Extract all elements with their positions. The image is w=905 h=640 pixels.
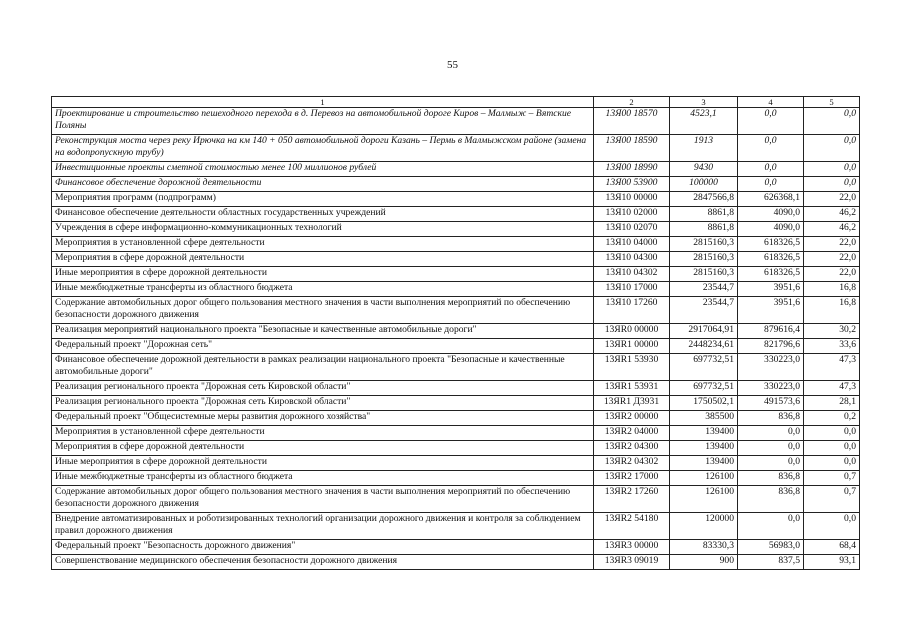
row-value-actual: 618326,5: [738, 237, 804, 252]
table-row: [52, 135, 860, 162]
row-value-plan: 2815160,3: [670, 267, 738, 282]
row-value-percent: 22,0: [804, 267, 860, 282]
row-name: Внедрение автоматизированных и роботизированных технологий организации дорожного движения и контроля за соблюдением правил дорожного движения: [52, 513, 594, 540]
table-row: [52, 207, 860, 222]
row-name: Иные межбюджетные трансферты из областного бюджета: [52, 282, 594, 297]
table-row: [52, 252, 860, 267]
row-value-percent: 22,0: [804, 192, 860, 207]
row-value-percent: 33,6: [804, 339, 860, 354]
row-value-percent: 22,0: [804, 237, 860, 252]
table-row: [52, 297, 860, 324]
row-name: Финансовое обеспечение дорожной деятельности в рамках реализации национального проекта "Безопасные и качественные автомобильные дороги": [52, 354, 594, 381]
row-name: Реализация регионального проекта "Дорожная сеть Кировской области": [52, 381, 594, 396]
row-value-actual: 3951,6: [738, 282, 804, 297]
row-value-actual: 836,8: [738, 486, 804, 513]
row-name: Мероприятия в сфере дорожной деятельности: [52, 252, 594, 267]
row-name: Содержание автомобильных дорог общего пользования местного значения в части выполнения мероприятий по обеспечению безопасности дорожного движения: [52, 486, 594, 513]
table-row: [52, 411, 860, 426]
table-row: [52, 381, 860, 396]
row-value-percent: 0,0: [804, 162, 860, 177]
column-number: 1: [52, 97, 594, 108]
row-value-plan: 2815160,3: [670, 237, 738, 252]
row-value-plan: 1750502,1: [670, 396, 738, 411]
row-code: 13Я00 18990: [594, 162, 670, 177]
row-value-percent: 68,4: [804, 540, 860, 555]
table-row: [52, 354, 860, 381]
row-value-percent: 22,0: [804, 252, 860, 267]
row-value-plan: 23544,7: [670, 297, 738, 324]
row-name: Финансовое обеспечение деятельности областных государственных учреждений: [52, 207, 594, 222]
table-row: [52, 486, 860, 513]
row-value-percent: 28,1: [804, 396, 860, 411]
row-value-actual: 0,0: [738, 426, 804, 441]
row-value-actual: 491573,6: [738, 396, 804, 411]
page-number: 55: [447, 59, 458, 71]
table-row: [52, 177, 860, 192]
row-code: 13Я00 53900: [594, 177, 670, 192]
row-name: Мероприятия в сфере дорожной деятельности: [52, 441, 594, 456]
row-code: 13Я10 00000: [594, 192, 670, 207]
row-value-percent: 46,2: [804, 222, 860, 237]
column-number: 5: [804, 97, 860, 108]
row-value-actual: 0,0: [738, 135, 804, 162]
row-code: 13Я10 17260: [594, 297, 670, 324]
row-value-percent: 93,1: [804, 555, 860, 570]
row-value-percent: 0,7: [804, 471, 860, 486]
row-value-actual: 330223,0: [738, 381, 804, 396]
row-value-actual: 3951,6: [738, 297, 804, 324]
row-value-plan: 2448234,61: [670, 339, 738, 354]
row-value-percent: 16,8: [804, 282, 860, 297]
row-value-actual: 0,0: [738, 108, 804, 135]
row-name: Мероприятия в установленной сфере деятельности: [52, 237, 594, 252]
row-value-plan: 9430: [670, 162, 738, 177]
row-code: 13ЯR2 04000: [594, 426, 670, 441]
row-value-percent: 16,8: [804, 297, 860, 324]
table-row: [52, 456, 860, 471]
row-value-plan: 697732,51: [670, 354, 738, 381]
row-value-actual: 836,8: [738, 411, 804, 426]
table-row: [52, 513, 860, 540]
row-value-plan: 139400: [670, 441, 738, 456]
row-value-plan: 120000: [670, 513, 738, 540]
row-code: 13Я10 02000: [594, 207, 670, 222]
row-value-plan: 139400: [670, 456, 738, 471]
row-name: Федеральный проект "Дорожная сеть": [52, 339, 594, 354]
row-value-plan: 100000: [670, 177, 738, 192]
row-value-actual: 836,8: [738, 471, 804, 486]
row-value-actual: 618326,5: [738, 252, 804, 267]
row-value-plan: 385500: [670, 411, 738, 426]
row-code: 13ЯR2 04300: [594, 441, 670, 456]
row-value-plan: 83330,3: [670, 540, 738, 555]
row-code: 13ЯR1 53931: [594, 381, 670, 396]
row-name: Реализация регионального проекта "Дорожная сеть Кировской области": [52, 396, 594, 411]
row-code: 13ЯR2 17260: [594, 486, 670, 513]
column-number: 2: [594, 97, 670, 108]
row-value-plan: 900: [670, 555, 738, 570]
row-value-actual: 821796,6: [738, 339, 804, 354]
row-code: 13ЯR2 04302: [594, 456, 670, 471]
row-value-plan: 126100: [670, 486, 738, 513]
row-value-percent: 0,0: [804, 456, 860, 471]
row-code: 13Я00 18570: [594, 108, 670, 135]
row-name: Проектирование и строительство пешеходного перехода в д. Перевоз на автомобильной дороге Киров – Малмыж – Вятские Поляны: [52, 108, 594, 135]
row-value-actual: 879616,4: [738, 324, 804, 339]
row-name: Учреждения в сфере информационно-коммуникационных технологий: [52, 222, 594, 237]
row-value-percent: 0,0: [804, 135, 860, 162]
row-code: 13ЯR3 00000: [594, 540, 670, 555]
row-value-actual: 0,0: [738, 513, 804, 540]
row-name: Финансовое обеспечение дорожной деятельности: [52, 177, 594, 192]
row-code: 13ЯR2 17000: [594, 471, 670, 486]
row-value-plan: 2815160,3: [670, 252, 738, 267]
budget-table: [51, 96, 860, 570]
table-row: [52, 282, 860, 297]
row-value-percent: 46,2: [804, 207, 860, 222]
row-name: Иные мероприятия в сфере дорожной деятельности: [52, 456, 594, 471]
table-row: [52, 324, 860, 339]
row-code: 13Я10 17000: [594, 282, 670, 297]
table-row: [52, 339, 860, 354]
row-name: Иные мероприятия в сфере дорожной деятельности: [52, 267, 594, 282]
table-row: [52, 237, 860, 252]
row-code: 13Я10 04000: [594, 237, 670, 252]
budget-table-body: [52, 97, 860, 570]
row-value-plan: 697732,51: [670, 381, 738, 396]
column-number: 4: [738, 97, 804, 108]
row-code: 13ЯR0 00000: [594, 324, 670, 339]
row-name: Инвестиционные проекты сметной стоимостью менее 100 миллионов рублей: [52, 162, 594, 177]
row-code: 13Я00 18590: [594, 135, 670, 162]
row-value-actual: 56983,0: [738, 540, 804, 555]
row-name: Федеральный проект "Общесистемные меры развития дорожного хозяйства": [52, 411, 594, 426]
row-name: Реализация мероприятий национального проекта "Безопасные и качественные автомобильные дороги": [52, 324, 594, 339]
table-row: [52, 396, 860, 411]
row-value-percent: 0,0: [804, 108, 860, 135]
row-code: 13ЯR2 00000: [594, 411, 670, 426]
row-code: 13ЯR3 09019: [594, 555, 670, 570]
row-value-actual: 0,0: [738, 456, 804, 471]
row-value-plan: 139400: [670, 426, 738, 441]
row-value-plan: 126100: [670, 471, 738, 486]
table-row: [52, 441, 860, 456]
row-value-actual: 4090,0: [738, 207, 804, 222]
row-name: Иные межбюджетные трансферты из областного бюджета: [52, 471, 594, 486]
row-code: 13Я10 04300: [594, 252, 670, 267]
table-row: [52, 192, 860, 207]
row-value-plan: 4523,1: [670, 108, 738, 135]
row-name: Реконструкция моста через реку Ирючка на км 140 + 050 автомобильной дороги Казань – Пермь в Малмыжском районе (замена на водопропускную трубу): [52, 135, 594, 162]
row-value-plan: 2917064,91: [670, 324, 738, 339]
row-code: 13ЯR1 Д3931: [594, 396, 670, 411]
table-row: [52, 222, 860, 237]
row-value-percent: 0,7: [804, 486, 860, 513]
row-value-percent: 0,0: [804, 441, 860, 456]
row-name: Федеральный проект "Безопасность дорожного движения": [52, 540, 594, 555]
table-row: [52, 555, 860, 570]
column-number-row: [52, 97, 860, 108]
row-value-actual: 0,0: [738, 177, 804, 192]
row-name: Мероприятия программ (подпрограмм): [52, 192, 594, 207]
row-value-percent: 47,3: [804, 354, 860, 381]
row-value-percent: 0,0: [804, 177, 860, 192]
row-value-actual: 618326,5: [738, 267, 804, 282]
row-code: 13Я10 04302: [594, 267, 670, 282]
row-value-actual: 0,0: [738, 162, 804, 177]
row-value-percent: 30,2: [804, 324, 860, 339]
row-code: 13ЯR1 00000: [594, 339, 670, 354]
row-name: Совершенствование медицинского обеспечения безопасности дорожного движения: [52, 555, 594, 570]
row-value-actual: 330223,0: [738, 354, 804, 381]
table-row: [52, 108, 860, 135]
row-value-actual: 626368,1: [738, 192, 804, 207]
row-code: 13Я10 02070: [594, 222, 670, 237]
row-value-plan: 1913: [670, 135, 738, 162]
row-value-percent: 0,2: [804, 411, 860, 426]
row-value-plan: 2847566,8: [670, 192, 738, 207]
row-value-plan: 8861,8: [670, 222, 738, 237]
row-name: Мероприятия в установленной сфере деятельности: [52, 426, 594, 441]
row-value-percent: 47,3: [804, 381, 860, 396]
row-value-actual: 837,5: [738, 555, 804, 570]
row-value-actual: 0,0: [738, 441, 804, 456]
table-row: [52, 471, 860, 486]
row-code: 13ЯR1 53930: [594, 354, 670, 381]
table-row: [52, 426, 860, 441]
row-code: 13ЯR2 54180: [594, 513, 670, 540]
row-value-percent: 0,0: [804, 513, 860, 540]
row-value-plan: 23544,7: [670, 282, 738, 297]
table-row: [52, 540, 860, 555]
row-value-actual: 4090,0: [738, 222, 804, 237]
table-row: [52, 267, 860, 282]
row-value-percent: 0,0: [804, 426, 860, 441]
column-number: 3: [670, 97, 738, 108]
row-name: Содержание автомобильных дорог общего пользования местного значения в части выполнения мероприятий по обеспечению безопасности дорожного движения: [52, 297, 594, 324]
table-row: [52, 162, 860, 177]
row-value-plan: 8861,8: [670, 207, 738, 222]
